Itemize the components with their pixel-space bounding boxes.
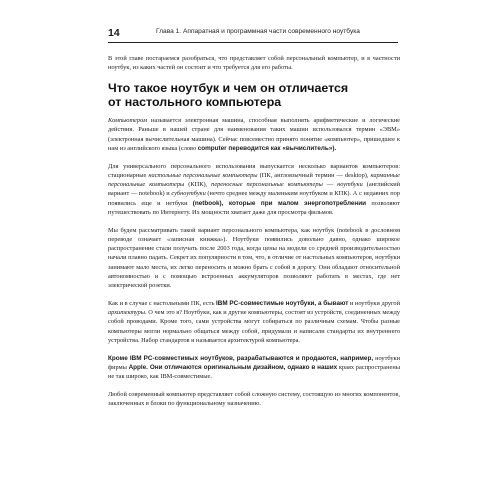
- paragraph-computer-definition: [108, 116, 400, 153]
- running-header: [108, 26, 398, 43]
- term-computer: Компьютером: [108, 117, 148, 124]
- paragraph-computer-types: [108, 162, 400, 218]
- section-heading-line-2: от настольного компьютера: [108, 95, 282, 109]
- text-run: (английский вариант — notebook) и: [108, 181, 400, 198]
- term-desktop: настольные персональные компьютеры: [148, 171, 258, 179]
- text-run-bold: (netbook), которые при малом энергопотреблении: [192, 199, 367, 207]
- term-architecture: архитектуры: [108, 309, 146, 316]
- intro-paragraph: В этой главе постараемся разобраться, что представляет собой персональный компьютер, и в частности ноутбук, из каких частей он состоит и что требуется для его работы.: [108, 55, 400, 72]
- section-heading: [108, 81, 400, 109]
- text-run: Как и в случае с настольными ПК, есть: [108, 299, 216, 307]
- paragraph-components: Любой современный компьютер представляет собой сложную систему, состоящую из многих компонентов, заключенных в блоки по функциональному назначению.: [108, 390, 400, 407]
- text-run: позволяют путешествовать по Интернету. Их мощности хватает даже для просмотра фильмов.: [108, 199, 400, 216]
- text-run-bold: переводится как «вычислитель»).: [226, 144, 337, 152]
- term-computer-english: computer: [197, 144, 227, 152]
- text-run: краях распространены не так широко, как IBM-совместимые.: [108, 363, 400, 380]
- term-pda: карманные персональные компьютеры: [108, 171, 400, 188]
- text-run: и ноутбуки другой: [348, 299, 400, 307]
- text-run-bold: Apple. Они отличаются оригинальным дизайном, однако в наших: [128, 363, 338, 371]
- running-head-title: Глава 1. Аппаратная и программная части современного ноутбука: [156, 28, 360, 35]
- term-portable-pc: переносные персональные компьютеры: [211, 181, 323, 188]
- text-run: (КПК),: [184, 181, 212, 188]
- text-run: Для универсального персонального использования выпускается несколько вариантов компьютеров: стационарные: [108, 162, 400, 179]
- text-run: (нечто среднее между маленьким ноутбуком и КПК). А с недавних пор появились еще и нетбуки: [108, 190, 400, 207]
- section-heading-line-1: Что такое ноутбук и чем он отличается: [108, 81, 349, 95]
- paragraph-notebook-history: Мы будем рассматривать такой вариант персонального компьютера, как ноутбук (notebook в дословном переводе означает «записная книжка»). Ноутбуки появились довольно давно, однако широкое распространение стали получать после 2003 года, когда цены на модели со средней производительностью начали плавно падать. Секрет их популярности в том, что, в отличие от настольных компьютеров, ноутбуки занимают мало места, их легко переносить и можно брать с собой в дорогу. Они обладают относительной автономностью и с помощью встроенных аккумуляторов позволяют работать в местах, где нет электрической розетки.: [108, 226, 400, 289]
- page-number: 14: [108, 27, 120, 39]
- page-body: [108, 54, 400, 417]
- text-run-bold: IBM PC-совместимые ноутбуки, а бывают: [215, 299, 349, 307]
- paragraph-architecture: [108, 299, 400, 345]
- text-run: —: [322, 181, 338, 188]
- term-notebooks: ноутбуки: [337, 181, 363, 188]
- section-heading-block: [108, 81, 400, 109]
- text-run: (ПК, англоязычный термин — desktop),: [257, 171, 371, 179]
- text-run: называется электронная машина, способная выполнять арифметические и логические действия. Раньше в нашей стране для наименования таких машин использовался термин «ЭВМ» (электронная вычислительная машина). Сейчас повсеместно принято понятие «компьютер», пришедшее к нам из английского языка (слово: [108, 117, 400, 152]
- text-run: . О чем это я? Ноутбуки, как и другие компьютеры, состоят из устройств, соединенных между собой проводами. Кроме того, сами устройства могут собираться по различным схемам. Чтобы разные компьютеры могли нормально общаться между собой, придумали и написали стандарты их внутреннего устройства. Набор стандартов и называется архитектурой компьютера.: [108, 309, 400, 344]
- text-run: ноутбуки фирмы: [108, 354, 400, 371]
- term-subnotebooks: субноутбуки: [171, 190, 206, 198]
- text-run-bold: Кроме IBM PC-совместимых ноутбуков, разрабатываются и продаются, например,: [108, 354, 374, 362]
- paragraph-apple: [108, 354, 400, 382]
